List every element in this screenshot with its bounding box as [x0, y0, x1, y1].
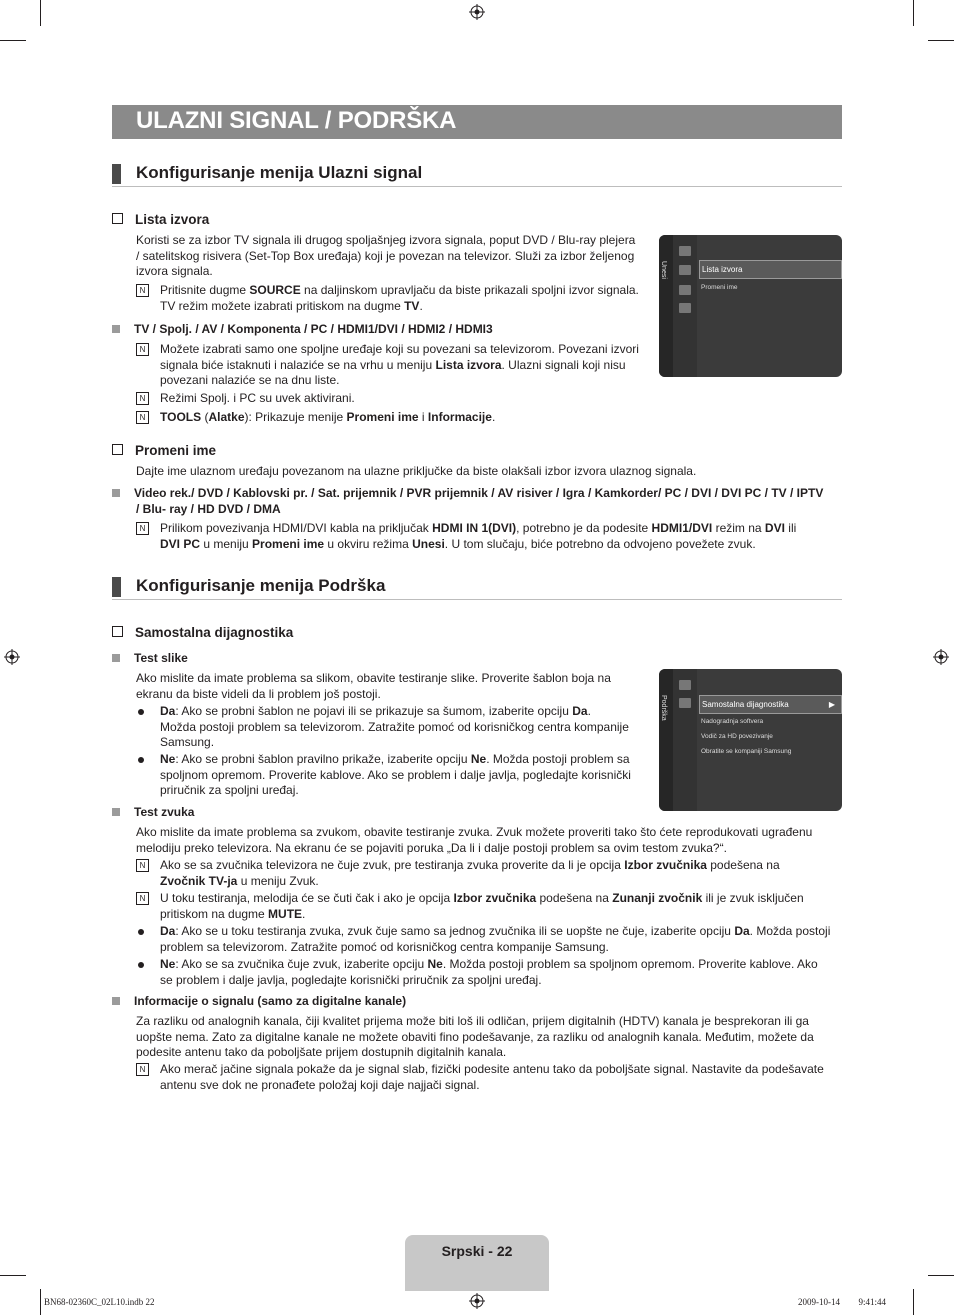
square-item-informacije: Informacije o signalu (samo za digitalne kanale)	[112, 994, 406, 1008]
note-icon: N	[136, 343, 149, 356]
page-title-banner	[112, 105, 842, 139]
crop-mark	[928, 1275, 954, 1276]
subheading-lista-izvora: Lista izvora	[112, 212, 209, 227]
bullet-item: Ne: Ako se sa zvučnika čuje zvuk, izaberite opciju Ne. Možda postoji problem sa spoljnom opremom. Proverite kablove. Ako se problem i dalje javlja, pogledajte korisnički priručnik za spoljni uređaj.	[136, 957, 842, 989]
menu-item-samostalna-dijagnostika[interactable]: Samostalna dijagnostika ▶	[699, 695, 842, 714]
menu-item-promeni-ime[interactable]: Promeni ime	[701, 284, 738, 291]
section-title: Konfigurisanje menija Ulazni signal	[136, 163, 423, 182]
registration-mark-icon	[4, 649, 20, 665]
menu-category-label: Unesi	[660, 261, 667, 279]
square-item-test-slike: Test slike	[112, 651, 188, 665]
square-item-test-zvuka: Test zvuka	[112, 805, 194, 819]
note-icon: N	[136, 892, 149, 905]
square-item: Video rek./ DVD / Kablovski pr. / Sat. prijemnik / PVR prijemnik / AV risiver / Igra / Kamkorder/ PC / DVI / DVI PC / TV / IPTV / Blu- ray / HD DVD / DMA	[112, 486, 842, 517]
square-bullet-icon	[112, 325, 120, 333]
tv-menu-screenshot-unesi	[659, 235, 842, 377]
print-date: 2009-10-14 ￿￿ 9:41:44	[798, 1297, 886, 1307]
note-icon: N	[136, 392, 149, 405]
paragraph: Koristi se za izbor TV signala ili drugog spoljašnjeg izvora signala, poput DVD / Blu-ray plejera / satelitskog risivera (Set-Top Box uređaja) koji je povezan na televizor. Služi za izbor željenog izvora signala.	[136, 233, 636, 278]
registration-mark-icon	[469, 1293, 485, 1309]
tv-menu-screenshot-podrska	[659, 669, 842, 811]
bullet-dot-icon	[138, 962, 144, 968]
bullet-item: Ne: Ako se probni šablon pravilno prikaže, izaberite opciju Ne. Možda postoji problem sa spoljnom opremom. Proverite kablove. Ako se problem i dalje javlja, pogledajte korisnički priručnik za spoljni uređaj.	[136, 752, 636, 800]
note: N Pritisnite dugme SOURCE na daljinskom upravljaču da biste prikazali spoljni izvor signala. TV režim možete izabrati pritiskom na dugme TV.	[136, 283, 656, 315]
file-info: BN68-02360C_02L10.indb 22	[44, 1297, 155, 1307]
note: N U toku testiranja, melodija će se čuti čak i ako je opcija Izbor zvučnika podešena na Zunanji zvočnik ili je zvuk isključen pritiskom na dugme MUTE.	[136, 891, 842, 923]
crop-mark	[40, 0, 41, 26]
crop-mark	[913, 0, 914, 26]
square-item: TV / Spolj. / AV / Komponenta / PC / HDMI1/DVI / HDMI2 / HDMI3	[112, 322, 493, 336]
crop-mark	[0, 40, 26, 41]
input-icon	[679, 265, 691, 275]
checkbox-bullet-icon	[112, 213, 123, 224]
crop-mark	[0, 1275, 26, 1276]
note-icon: N	[136, 522, 149, 535]
page-number: Srpski - 22	[441, 1243, 513, 1259]
checkbox-bullet-icon	[112, 444, 123, 455]
section-header-podrska	[112, 575, 842, 600]
paragraph: Za razliku od analognih kanala, čiji kvalitet prijema može biti loš ili odličan, prijem digitalnih (HDTV) kanala je besprekoran ili ga uopšte nema. Zato za digitalne kanale ne možete obaviti fino podešavanje, za razliku od analognih kanala. Međutim, možete da podesite antenu tako da poboljšate prijem dostupnih digitalnih kanala.	[136, 1014, 814, 1059]
subheading-samostalna-dijagnostika: Samostalna dijagnostika	[112, 625, 293, 640]
bullet-dot-icon	[138, 709, 144, 715]
bullet-dot-icon	[138, 929, 144, 935]
paragraph: Dajte ime ulaznom uređaju povezanom na ulazne priključke da biste olakšali izbor izvora ulaznog signala.	[136, 464, 697, 478]
note-icon: N	[136, 411, 149, 424]
note: N Ako merač jačine signala pokaže da je signal slab, fizički podesite antenu tako da poboljšate signal. Nastavite da podešavate antenu sve dok ne pronađete položaj koji daje najjači signal.	[136, 1062, 842, 1094]
crop-mark	[913, 1289, 914, 1315]
bullet-dot-icon	[138, 757, 144, 763]
registration-mark-icon	[933, 649, 949, 665]
paragraph: Ako mislite da imate problema sa slikom, obavite testiranje slike. Proverite šablon boja na ekranu da biste videli da li problem još postoji.	[136, 671, 611, 701]
menu-item-nadogradnja-softvera[interactable]: Nadogradnja softvera	[701, 718, 764, 725]
square-bullet-icon	[112, 808, 120, 816]
note-icon: N	[136, 284, 149, 297]
note-icon: N	[136, 859, 149, 872]
application-icon	[679, 285, 691, 295]
section-header-ulazni-signal	[112, 162, 842, 187]
square-bullet-icon	[112, 489, 120, 497]
crop-mark	[928, 40, 954, 41]
paragraph: Ako mislite da imate problema sa zvukom, obavite testiranje zvuka. Zvuk možete proveriti tako što ćete reprodukovati ugrađenu melodiju preko televizora. Na ekranu će se pojaviti poruka „Da li i dalje postoji problem sa ovim testom zvuka?“.	[136, 825, 813, 855]
page-title: ULAZNI SIGNAL / PODRŠKA	[136, 107, 457, 134]
menu-item-lista-izvora[interactable]: Lista izvora	[699, 260, 842, 279]
note: N Možete izabrati samo one spoljne uređaje koji su povezani sa televizorom. Povezani izvori signala biće istaknuti i nalaziće se na vrhu u meniju Lista izvora. Ulazni signali koji nisu povezani nalaziće se na dnu liste.	[136, 342, 656, 390]
note: N Režimi Spolj. i PC su uvek aktivirani.	[136, 391, 656, 407]
note-icon: N	[136, 1063, 149, 1076]
checkbox-bullet-icon	[112, 626, 123, 637]
registration-mark-icon	[469, 4, 485, 20]
menu-item-obratite-se[interactable]: Obratite se kompaniji Samsung	[701, 748, 792, 755]
application-icon	[679, 680, 691, 690]
note: N Ako se sa zvučnika televizora ne čuje zvuk, pre testiranja zvuka proverite da li je opcija Izbor zvučnika podešena na Zvočnik TV-ja u meniju Zvuk.	[136, 858, 842, 890]
note: N TOOLS (Alatke): Prikazuje menije Promeni ime i Informacije.	[136, 410, 656, 426]
section-title: Konfigurisanje menija Podrška	[136, 576, 386, 595]
note: N Prilikom povezivanja HDMI/DVI kabla na priključak HDMI IN 1(DVI), potrebno je da podesite HDMI1/DVI režim na DVI ili DVI PC u meniju Promeni ime u okviru režima Unesi. U tom slučaju, biće potrebno da odvojeno povežete zvuk.	[136, 521, 842, 553]
support-icon	[679, 698, 691, 708]
subheading-promeni-ime: Promeni ime	[112, 443, 216, 458]
menu-item-vodic-hd[interactable]: Vodič za HD povezivanje	[701, 733, 773, 740]
support-icon	[679, 303, 691, 313]
page-number-tab	[405, 1235, 549, 1291]
square-bullet-icon	[112, 654, 120, 662]
bullet-item: Da: Ako se probni šablon ne pojavi ili se prikazuje sa šumom, izaberite opciju Da. Možda postoji problem sa televizorom. Zatražite pomoć od korisničkog centra kompanije Samsung.	[136, 704, 636, 752]
bullet-item: Da: Ako se u toku testiranja zvuka, zvuk čuje samo sa jednog zvučnika ili se uopšte ne čuje, izaberite opciju Da. Možda postoji problem sa televizorom. Zatražite pomoć od korisničkog centra kompanije Samsung.	[136, 924, 842, 956]
menu-category-label: Podrška	[660, 695, 667, 721]
section-bar	[112, 164, 121, 184]
square-bullet-icon	[112, 997, 120, 1005]
arrow-right-icon: ▶	[828, 700, 835, 709]
picture-icon	[679, 246, 691, 256]
crop-mark	[40, 1289, 41, 1315]
section-bar	[112, 577, 121, 597]
